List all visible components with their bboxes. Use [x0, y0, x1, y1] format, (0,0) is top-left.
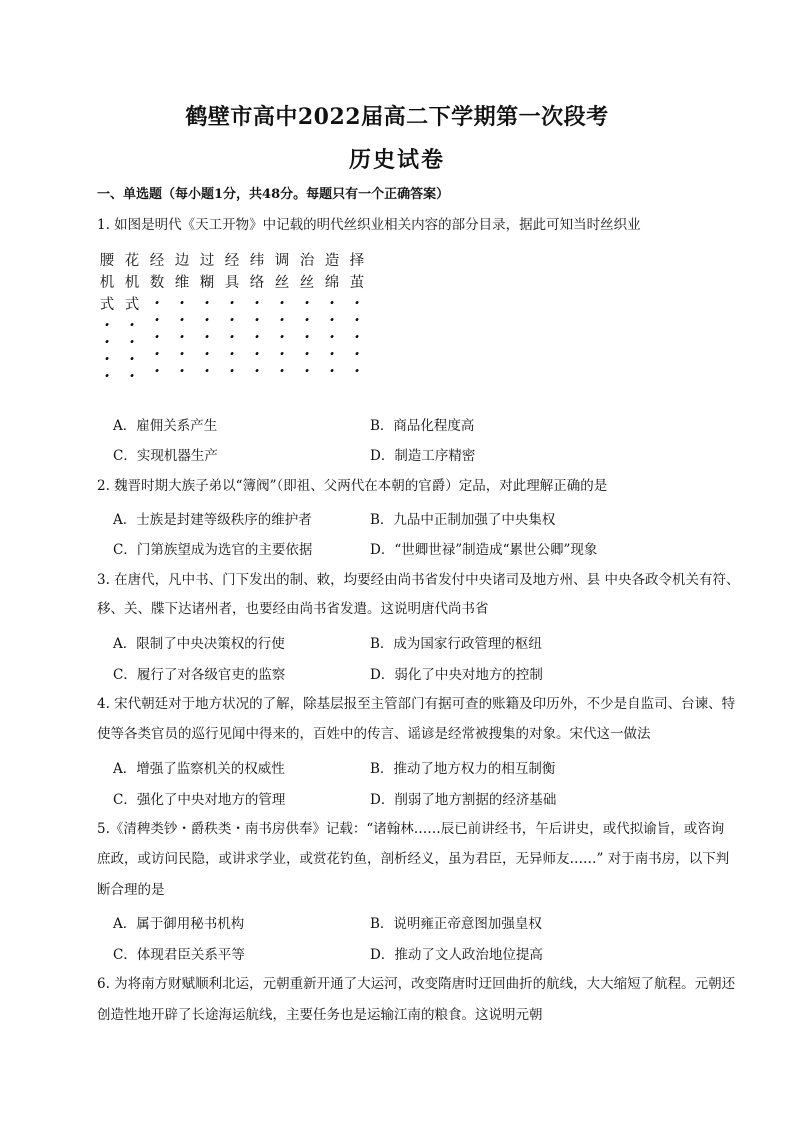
dot-mark: ·	[154, 361, 160, 380]
catalog-char: 数	[149, 275, 165, 291]
dot-mark: ·	[279, 361, 285, 380]
catalog-char: 糊	[199, 275, 215, 291]
dot-mark: ·	[129, 315, 135, 334]
option-c: C．实现机器生产	[113, 448, 218, 464]
catalog-column	[272, 250, 292, 379]
dot-mark: ·	[154, 293, 160, 312]
dot-mark: ·	[229, 310, 235, 329]
catalog-char: 边	[174, 253, 190, 269]
page-subtitle: 历史试卷	[348, 147, 445, 173]
dot-mark: ·	[154, 344, 160, 363]
option-d: D．弱化了中央对地方的控制	[370, 667, 543, 683]
catalog-column	[147, 250, 167, 379]
catalog-char: 络	[249, 275, 265, 291]
option-a: A．属于御用秘书机构	[113, 916, 245, 932]
option-c: C．强化了中央对地方的管理	[113, 792, 286, 808]
page-title: 鹤壁市高中2022届高二下学期第一次段考	[185, 104, 609, 130]
dot-mark: ·	[354, 344, 360, 363]
dot-mark: ·	[179, 293, 185, 312]
option-a: A．增强了监察机关的权威性	[113, 761, 285, 777]
dot-mark: ·	[329, 327, 335, 346]
option-d: D．制造工序精密	[370, 448, 476, 464]
question-4-text: 4. 宋代朝廷对于地方状况的了解，除基层报至主管部门有据可查的账籍及印历外，不少是自监司、台谏、特	[97, 696, 736, 712]
option-b: B．成为国家行政管理的枢纽	[370, 636, 542, 652]
catalog-char: 机	[124, 275, 140, 291]
catalog-column	[322, 250, 342, 379]
dot-mark: ·	[304, 310, 310, 329]
dot-mark: ·	[279, 327, 285, 346]
dot-mark: ·	[354, 327, 360, 346]
dot-mark: ·	[104, 315, 110, 334]
catalog-char: 调	[274, 253, 290, 269]
dot-mark: ·	[129, 332, 135, 351]
catalog-char: 过	[199, 253, 215, 269]
option-d: D．“世卿世禄”制造成“累世公卿”现象	[370, 542, 598, 558]
catalog-char: 丝	[299, 275, 315, 291]
catalog-char: 经	[149, 253, 165, 269]
catalog-column	[172, 250, 192, 379]
section-heading: 一、单选题（每小题1分，共48分。每题只有一个正确答案）	[97, 187, 450, 202]
dot-mark: ·	[129, 349, 135, 368]
option-a: A．限制了中央决策权的行使	[113, 636, 285, 652]
catalog-char: 机	[99, 275, 115, 291]
dot-mark: ·	[304, 293, 310, 312]
catalog-column	[97, 250, 117, 384]
catalog-column	[297, 250, 317, 379]
catalog-char: 腰	[99, 253, 115, 269]
catalog-char: 茧	[349, 275, 365, 291]
question-4-text: 使等各类官员的巡行见闻中得来的，百姓中的传言、谣谚是经常被搜集的对象。宋代这一做法	[97, 726, 651, 742]
catalog-char: 纬	[249, 253, 265, 269]
question-5-text: 庶政，或访问民隐，或讲求学业，或赏花钓鱼，剖析经义，虽为君臣，无异师友……” 对于南书房，以下判	[97, 851, 730, 867]
option-a: A．雇佣关系产生	[113, 418, 218, 434]
question-3-text: 移、关、牒下达诸州者，也要经由尚书省发遣。这说明唐代尚书省	[97, 601, 489, 617]
catalog-char: 维	[174, 275, 190, 291]
dot-mark: ·	[204, 327, 210, 346]
dot-mark: ·	[354, 293, 360, 312]
dot-mark: ·	[104, 332, 110, 351]
dot-mark: ·	[254, 310, 260, 329]
dot-mark: ·	[354, 361, 360, 380]
option-a: A．士族是封建等级秩序的维护者	[113, 512, 312, 528]
dot-mark: ·	[304, 361, 310, 380]
dot-mark: ·	[229, 361, 235, 380]
question-3-text: 3. 在唐代，凡中书、门下发出的制、敕，均要经由尚书省发付中央诸司及地方州、县 中央各政令机关有符、	[97, 572, 740, 588]
option-b: B．说明雍正帝意图加强皇权	[370, 916, 542, 932]
dot-mark: ·	[204, 361, 210, 380]
catalog-char: 具	[224, 275, 240, 291]
catalog-char: 式	[99, 297, 115, 313]
question-5-text: 断合理的是	[97, 882, 165, 898]
dot-mark: ·	[329, 293, 335, 312]
dot-mark: ·	[329, 361, 335, 380]
dot-mark: ·	[204, 344, 210, 363]
dot-mark: ·	[204, 310, 210, 329]
option-d: D．削弱了地方割据的经济基础	[370, 792, 557, 808]
option-c: C．体现君臣关系平等	[113, 947, 245, 963]
question-6-text: 创造性地开辟了长途海运航线，主要任务也是运输江南的粮食。这说明元朝	[97, 1007, 543, 1023]
dot-mark: ·	[279, 344, 285, 363]
dot-mark: ·	[179, 310, 185, 329]
catalog-column	[122, 250, 142, 384]
catalog-char: 造	[324, 253, 340, 269]
catalog-column	[197, 250, 217, 379]
dot-mark: ·	[254, 361, 260, 380]
option-d: D．推动了文人政治地位提高	[370, 947, 543, 963]
catalog-char: 择	[349, 253, 365, 269]
question-2-text: 2. 魏晋时期大族子弟以“簿阀”（即祖、父两代在本朝的官爵）定品，对此理解正确的是	[97, 478, 608, 494]
catalog-char: 经	[224, 253, 240, 269]
dot-mark: ·	[104, 366, 110, 385]
catalog-char: 治	[299, 253, 315, 269]
question-5-text: 5.《清稗类钞・爵秩类・南书房供奉》记载：“诸翰林……辰已前讲经书，午后讲史，或代拟谕旨，或咨询	[97, 821, 725, 837]
option-b: B．推动了地方权力的相互制衡	[370, 761, 556, 777]
catalog-column	[247, 250, 267, 379]
option-c: C．门第族望成为选官的主要依据	[113, 542, 313, 558]
dot-mark: ·	[229, 293, 235, 312]
question-6-text: 6. 为将南方财赋顺利北运，元朝重新开通了大运河，改变隋唐时迂回曲折的航线，大大缩短了航程。元朝还	[97, 976, 736, 992]
dot-mark: ·	[154, 327, 160, 346]
dot-mark: ·	[254, 327, 260, 346]
catalog-char: 绵	[324, 275, 340, 291]
dot-mark: ·	[304, 344, 310, 363]
catalog-char: 丝	[274, 275, 290, 291]
dot-mark: ·	[229, 344, 235, 363]
dot-mark: ·	[179, 361, 185, 380]
option-b: B．商品化程度高	[370, 418, 475, 434]
catalog-column	[347, 250, 367, 379]
catalog-char: 花	[124, 253, 140, 269]
question-1-text: 1. 如图是明代《天工开物》中记载的明代丝织业相关内容的部分目录，据此可知当时丝织业	[97, 217, 641, 233]
dot-mark: ·	[329, 344, 335, 363]
dot-mark: ·	[254, 293, 260, 312]
dot-mark: ·	[354, 310, 360, 329]
catalog-char: 式	[124, 297, 140, 313]
dot-mark: ·	[129, 366, 135, 385]
dot-mark: ·	[179, 327, 185, 346]
dot-mark: ·	[329, 310, 335, 329]
dot-mark: ·	[229, 327, 235, 346]
catalog-column	[222, 250, 242, 379]
dot-mark: ·	[254, 344, 260, 363]
dot-mark: ·	[304, 327, 310, 346]
dot-mark: ·	[154, 310, 160, 329]
dot-mark: ·	[204, 293, 210, 312]
dot-mark: ·	[104, 349, 110, 368]
dot-mark: ·	[179, 344, 185, 363]
dot-mark: ·	[279, 293, 285, 312]
option-b: B．九品中正制加强了中央集权	[370, 512, 556, 528]
option-c: C．履行了对各级官吏的监察	[113, 667, 286, 683]
dot-mark: ·	[279, 310, 285, 329]
